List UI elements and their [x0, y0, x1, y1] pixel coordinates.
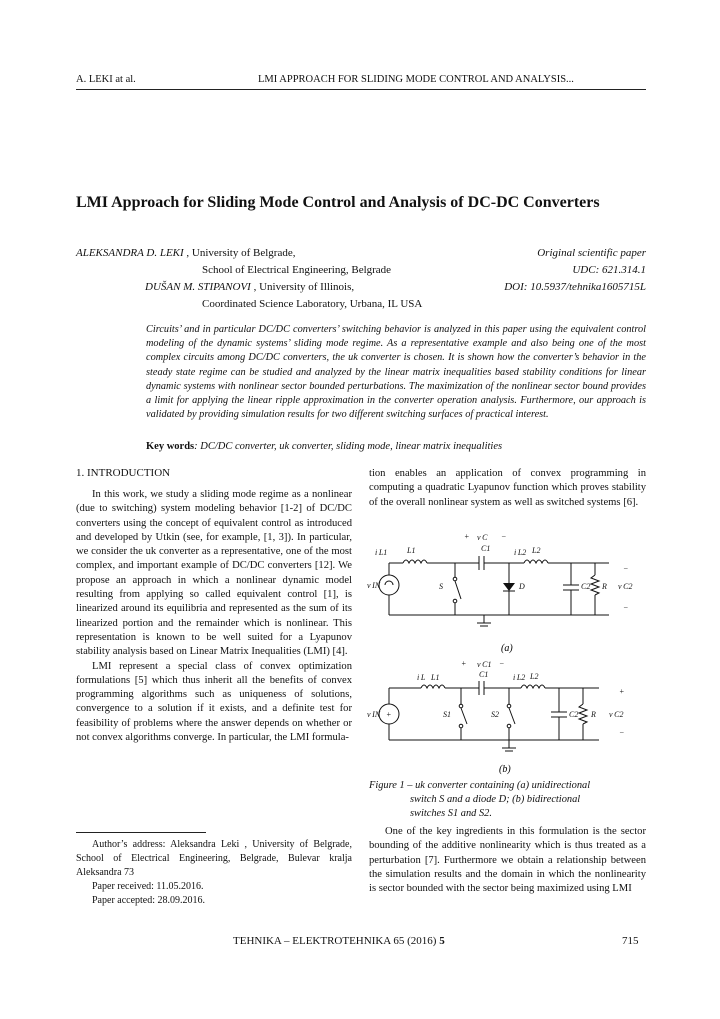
right-paragraph-continued: tion enables an application of convex programming in computing a quadratic Lyapunov function which proves stability of the overall nonlinear system as well as switched systems [6].	[369, 468, 646, 508]
figure-label-a: (a)	[501, 643, 513, 654]
fig-a-l1-label: L1	[407, 546, 416, 555]
running-header-right: LMI APPROACH FOR SLIDING MODE CONTROL AND ANALYSIS...	[258, 74, 574, 85]
fig-b-il2-label: i L2	[513, 673, 526, 682]
keywords-text: : DC/DC converter, uk converter, sliding mode, linear matrix inequalities	[194, 441, 503, 452]
fig-b-vc1-label: v C1	[477, 660, 492, 669]
author-2-lab: Coordinated Science Laboratory, Urbana, IL USA	[202, 298, 423, 310]
fig-a-s-label: S	[439, 582, 443, 591]
fig-a-il1-label: i L1	[375, 548, 388, 557]
fig-b-c1-label: C1	[479, 670, 489, 679]
right-column-bottom	[369, 825, 646, 896]
author-1-name: ALEKSANDRA D. LEKI	[76, 247, 184, 259]
running-header-left: A. LEKI at al.	[76, 74, 136, 85]
journal-issue: 5	[439, 935, 445, 947]
figure-caption-line-1: Figure 1 – uk converter containing (a) unidirectional	[369, 780, 591, 791]
fig-a-vin-label: v IN	[367, 581, 381, 590]
section-heading-introduction: 1. INTRODUCTION	[76, 467, 171, 479]
keywords	[146, 441, 646, 452]
doi: DOI: 10.5937/tehnika1605715L	[504, 281, 646, 293]
right-paragraph-2: One of the key ingredients in this formulation is the sector bounding of the additive nonlinearity which is thus treated as a perturbation [7]. Furthermore we obtain a relationship between the simulation results and the domain in which the nonlinearity is sector bounded with the sector being maximized using LMI	[369, 826, 646, 895]
fig-b-vin-label: v IN	[367, 710, 381, 719]
fig-b-minus: −	[499, 659, 505, 668]
fig-b-out-plus: +	[619, 687, 625, 696]
page-number: 715	[622, 935, 639, 947]
fig-b-vc2-label: v C2	[609, 710, 624, 719]
author-line-2	[145, 279, 354, 296]
fig-b-source-plus: +	[386, 710, 392, 719]
footnote	[76, 838, 352, 908]
footnote-address: Author’s address: Aleksandra Leki , University of Belgrade, School of Electrical Engineering, Belgrade, Bulevar kralja Aleksandra 73	[76, 839, 352, 878]
abstract: Circuits’ and in particular DC/DC converters’ switching behavior is analyzed in this paper using the equivalent control modeling of the dynamic systems’ sliding mode regime. As a representative example and also being one of the most complex circuits among DC/DC converters, the uk converter is chosen. It is shown how the converter’s behavior in the steady state regime can be studied and analyzed by the linear matrix inequalities based stability conditions for linear dynamic systems with nonlinear sector bounded perturbations. The maximization of the nonlinear sector bound provides a limit for applying the linear ripple approximation in the converter operation analysis. Furthermore, our approach is validated by providing simulation results for two different switching surfaces of practical interest.	[146, 324, 646, 421]
circuit-diagram-b	[369, 656, 646, 778]
udc-code: UDC: 621.314.1	[572, 264, 646, 276]
author-2-affiliation: , University of Illinois,	[253, 281, 355, 293]
fig-b-s2-label: S2	[491, 710, 499, 719]
fig-b-out-minus: −	[619, 728, 625, 737]
author-line-1	[76, 245, 295, 262]
figure-caption	[369, 779, 646, 821]
figure-caption-line-2: switch S and a diode D; (b) bidirectional	[410, 794, 581, 805]
journal-footer	[233, 935, 445, 947]
footnote-received: Paper received: 11.05.2016.	[92, 881, 204, 892]
fig-a-d-label: D	[519, 582, 525, 591]
fig-b-l1-label: L1	[431, 673, 440, 682]
fig-a-vc-label: v C	[477, 533, 488, 542]
figure-caption-line-3: switches S1 and S2.	[410, 808, 492, 819]
left-column	[76, 488, 352, 745]
fig-a-plus: +	[464, 532, 470, 541]
circuit-diagram-a	[369, 527, 646, 655]
paper-type: Original scientific paper	[537, 247, 646, 259]
journal-name: TEHNIKA – ELEKTROTEHNIKA 65 (2016)	[233, 935, 440, 947]
author-2-name: DUŠAN M. STIPANOVI	[145, 281, 251, 293]
intro-paragraph-2: LMI represent a special class of convex optimization formulations [5] which thus inherit all the benefits of convex programming algorithms such as uniqueness of solutions, convergence to a solution if it exists, and a definite test for feasibility of problems where the answer depends on whether or not convex algorithms converge. In particular, the LMI formula-	[76, 660, 352, 744]
fig-a-out-plus: −	[623, 564, 629, 573]
fig-a-r-label: R	[602, 582, 607, 591]
fig-a-c1-label: C1	[481, 544, 491, 553]
right-column-top	[369, 467, 646, 510]
author-1-affiliation: , University of Belgrade,	[186, 247, 296, 259]
fig-b-il-label: i L	[417, 673, 426, 682]
paper-title: LMI Approach for Sliding Mode Control and Analysis of DC-DC Converters	[76, 194, 600, 211]
fig-b-l2-label: L2	[530, 672, 539, 681]
footnote-accepted: Paper accepted: 28.09.2016.	[92, 895, 206, 906]
header-rule	[76, 89, 646, 90]
fig-a-l2-label: L2	[532, 546, 541, 555]
figure-label-b: (b)	[499, 764, 511, 775]
fig-b-plus: +	[461, 659, 467, 668]
fig-a-minus: −	[501, 532, 507, 541]
fig-b-s1-label: S1	[443, 710, 451, 719]
keywords-label: Key words	[146, 441, 195, 452]
fig-a-c2-label: C2	[581, 582, 591, 591]
intro-paragraph-1: In this work, we study a sliding mode regime as a nonlinear (due to switching) system modeling behavior [1-2] of DC/DC converters using the concept of equivalent control as introduced and developed by Utkin (see, for example, [1, 3]). In particular, we consider the uk converter as a representative, one of the most complex, and important example of DC/DC converters [12]. We propose an approach in which a nonlinear dynamic model resulting from applying so called equivalent control [1], is linearized around its equilibria and represented as the sum of its linearized portion and the remainder which is nonlinear. This representation is known to be well suited for a Lyapunov stability analysis based on Linear Matrix Inequalities (LMI) [4].	[76, 489, 352, 658]
fig-a-vc2-label: v C2	[618, 582, 633, 591]
fig-b-c2-label: C2	[569, 710, 579, 719]
author-1-school: School of Electrical Engineering, Belgrade	[202, 264, 392, 276]
fig-b-r-label: R	[591, 710, 596, 719]
fig-a-il2-label: i L2	[514, 548, 527, 557]
footnote-rule	[76, 832, 206, 833]
fig-a-out-minus: −	[623, 603, 629, 612]
